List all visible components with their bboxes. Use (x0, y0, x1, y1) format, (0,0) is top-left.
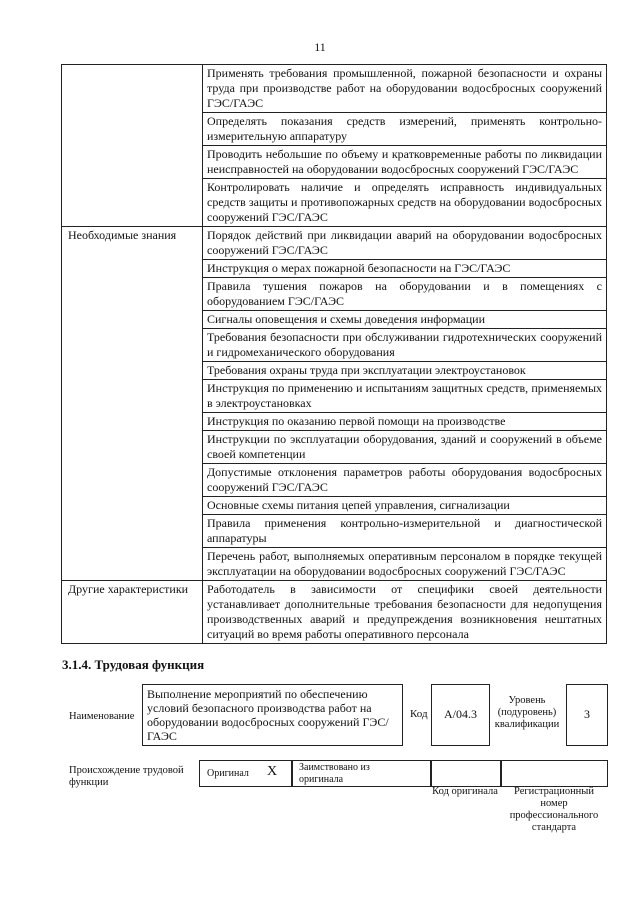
code-original-caption: Код оригинала (432, 786, 498, 797)
origin-label: Происхождение трудовой функции (69, 765, 184, 788)
level-value: 3 (584, 707, 590, 721)
row-item: Определять показания средств измерений, применять контрольно-измерительную аппаратуру (203, 113, 607, 146)
row-label: Необходимые знания (62, 227, 203, 581)
row-item: Правила тушения пожаров на оборудовании и в помещениях с оборудованием ГЭС/ГАЭС (203, 278, 607, 311)
row-item: Работодатель в зависимости от специфики своей деятельности устанавливает дополнительные требования безопасности для недопущения производственных аварий и предупреждения возникновения нештатных ситуаций во время работы оперативного персонала (203, 581, 607, 644)
table-row (62, 227, 607, 260)
row-item: Требования безопасности при обслуживании гидротехнических сооружений и гидромеханического оборудования (203, 329, 607, 362)
row-label: Другие характеристики (62, 581, 203, 644)
row-item: Требования охраны труда при эксплуатации электроустановок (203, 362, 607, 380)
original-mark: X (267, 764, 278, 779)
table-row (62, 581, 607, 644)
row-item: Инструкции по эксплуатации оборудования, зданий и сооружений в объеме своей компетенции (203, 431, 607, 464)
code-box (431, 684, 490, 746)
row-item: Инструкция о мерах пожарной безопасности на ГЭС/ГАЭС (203, 260, 607, 278)
section-heading: 3.1.4. Трудовая функция (62, 657, 205, 672)
requirements-table (61, 64, 607, 644)
code-original-cell (430, 760, 502, 787)
row-item: Сигналы оповещения и схемы доведения информации (203, 311, 607, 329)
row-item: Правила применения контрольно-измерительной и диагностической аппаратуры (203, 515, 607, 548)
function-name-box (142, 684, 403, 746)
borrowed-cell (291, 760, 432, 787)
row-item: Порядок действий при ликвидации аварий на оборудовании водосбросных сооружений ГЭС/ГАЭС (203, 227, 607, 260)
function-name-value: Выполнение мероприятий по обеспечению условий безопасного производства работ на оборудовании водосбросных сооружений ГЭС/ГАЭС (147, 687, 389, 743)
row-item: Контролировать наличие и определять исправность индивидуальных средств защиты и противопожарных средств на оборудовании водосбросных сооружений ГЭС/ГАЭС (203, 179, 607, 227)
row-item: Инструкция по применению и испытаниям защитных средств, применяемых в электроустановках (203, 380, 607, 413)
original-cell (199, 760, 293, 787)
level-label: Уровень (подуровень) квалификации (494, 695, 560, 730)
row-label (62, 65, 203, 227)
reg-number-cell (500, 760, 608, 787)
code-value: А/04.3 (444, 707, 477, 721)
name-label: Наименование (69, 711, 135, 722)
row-item: Инструкция по оказанию первой помощи на производстве (203, 413, 607, 431)
reg-number-caption: Регистрационный номер профессионального стандарта (509, 786, 599, 833)
row-item: Основные схемы питания цепей управления, сигнализации (203, 497, 607, 515)
row-item: Допустимые отклонения параметров работы оборудования водосбросных сооружений ГЭС/ГАЭС (203, 464, 607, 497)
table-row (62, 65, 607, 113)
page-number: 11 (314, 40, 326, 54)
row-item: Перечень работ, выполняемых оперативным персоналом в порядке текущей эксплуатации на оборудовании водосбросных сооружений ГЭС/ГАЭС (203, 548, 607, 581)
code-label: Код (410, 708, 428, 720)
row-item: Проводить небольшие по объему и кратковременные работы по ликвидации неисправностей на оборудовании водосбросных сооружений ГЭС/ГАЭС (203, 146, 607, 179)
borrowed-label: Заимствовано из оригинала (299, 762, 370, 785)
row-item: Применять требования промышленной, пожарной безопасности и охраны труда при производстве работ на оборудовании водосбросных сооружений ГЭС/ГАЭС (203, 65, 607, 113)
original-label: Оригинал (207, 768, 249, 779)
level-box (566, 684, 608, 746)
